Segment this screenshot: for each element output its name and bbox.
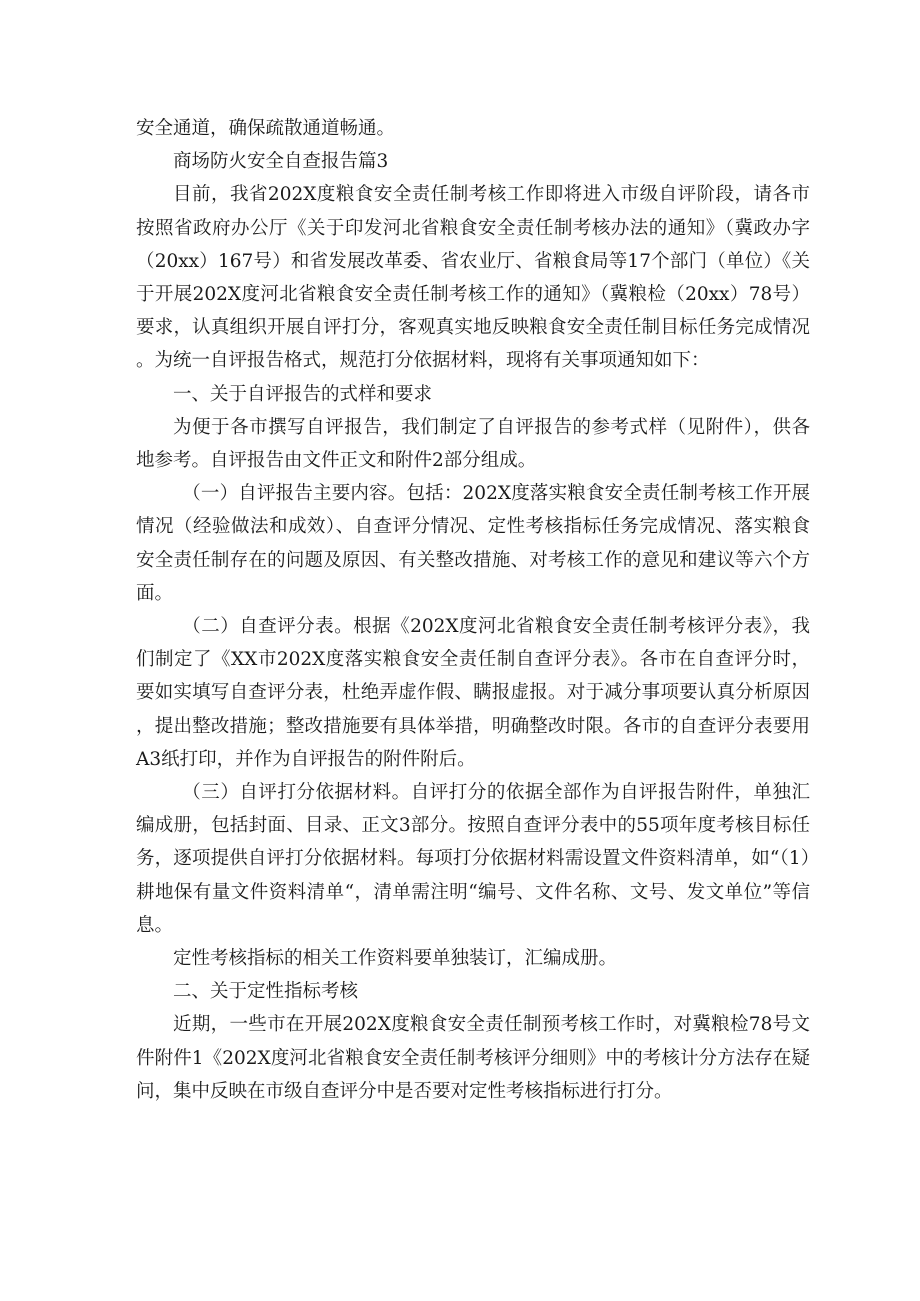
paragraph-template: 为便于各市撰写自评报告，我们制定了自评报告的参考式样（见附件），供各地参考。自评报告由文件正文和附件2部分组成。 <box>136 416 810 472</box>
paragraph-item-2: （二）自查评分表。根据《202X度河北省粮食安全责任制考核评分表》，我们制定了《XX市202X度落实粮食安全责任制自查评分表》。各市在自查评分时，要如实填写自查评分表，杜绝弄虚作假、瞒报虚报。对于减分事项要认真分析原因，提出整改措施；整改措施要有具体举措，明确整改时限。各市的自查评分表要用A3纸打印，并作为自评报告的附件附后。 <box>136 616 810 770</box>
heading-part-2: 二、关于定性指标考核 <box>173 981 359 1003</box>
paragraph-1: 安全通道，确保疏散通道畅通。 <box>136 118 396 139</box>
document-body <box>136 112 810 1108</box>
heading-part-1: 一、关于自评报告的式样和要求 <box>173 383 433 405</box>
paragraph-recent: 近期，一些市在开展202X度粮食安全责任制预考核工作时，对冀粮检78号文件附件1《202X度河北省粮食安全责任制考核评分细则》中的考核计分方法存在疑问，集中反映在市级自查评分中是否要对定性考核指标进行打分。 <box>136 1014 810 1102</box>
paragraph-item-1: （一）自评报告主要内容。包括：202X度落实粮食安全责任制考核工作开展情况（经验做法和成效）、自查评分情况、定性考核指标任务完成情况、落实粮食安全责任制存在的问题及原因、有关整改措施、对考核工作的意见和建议等六个方面。 <box>136 483 810 604</box>
section-title-report-3: 商场防火安全自查报告篇3 <box>173 151 389 173</box>
paragraph-intro: 目前，我省202X度粮食安全责任制考核工作即将进入市级自评阶段，请各市按照省政府办公厅《关于印发河北省粮食安全责任制考核办法的通知》（冀政办字（20xx）167号）和省发展改革委、省农业厅、省粮食局等17个部门（单位）《关于开展202X度河北省粮食安全责任制考核工作的通知》（冀粮检（20xx）78号）要求，认真组织开展自评打分，客观真实地反映粮食安全责任制目标任务完成情况。为统一自评报告格式，规范打分依据材料，现将有关事项通知如下： <box>136 184 810 372</box>
paragraph-item-3: （三）自评打分依据材料。自评打分的依据全部作为自评报告附件，单独汇编成册，包括封面、目录、正文3部分。按照自查评分表中的55项年度考核目标任务，逐项提供自评打分依据材料。每项打分依据材料需设置文件资料清单，如“（1）耕地保有量文件资料清单“，清单需注明“编号、文件名称、文号、发文单位”等信息。 <box>136 782 810 936</box>
paragraph-binding-note: 定性考核指标的相关工作资料要单独装订，汇编成册。 <box>173 948 618 970</box>
